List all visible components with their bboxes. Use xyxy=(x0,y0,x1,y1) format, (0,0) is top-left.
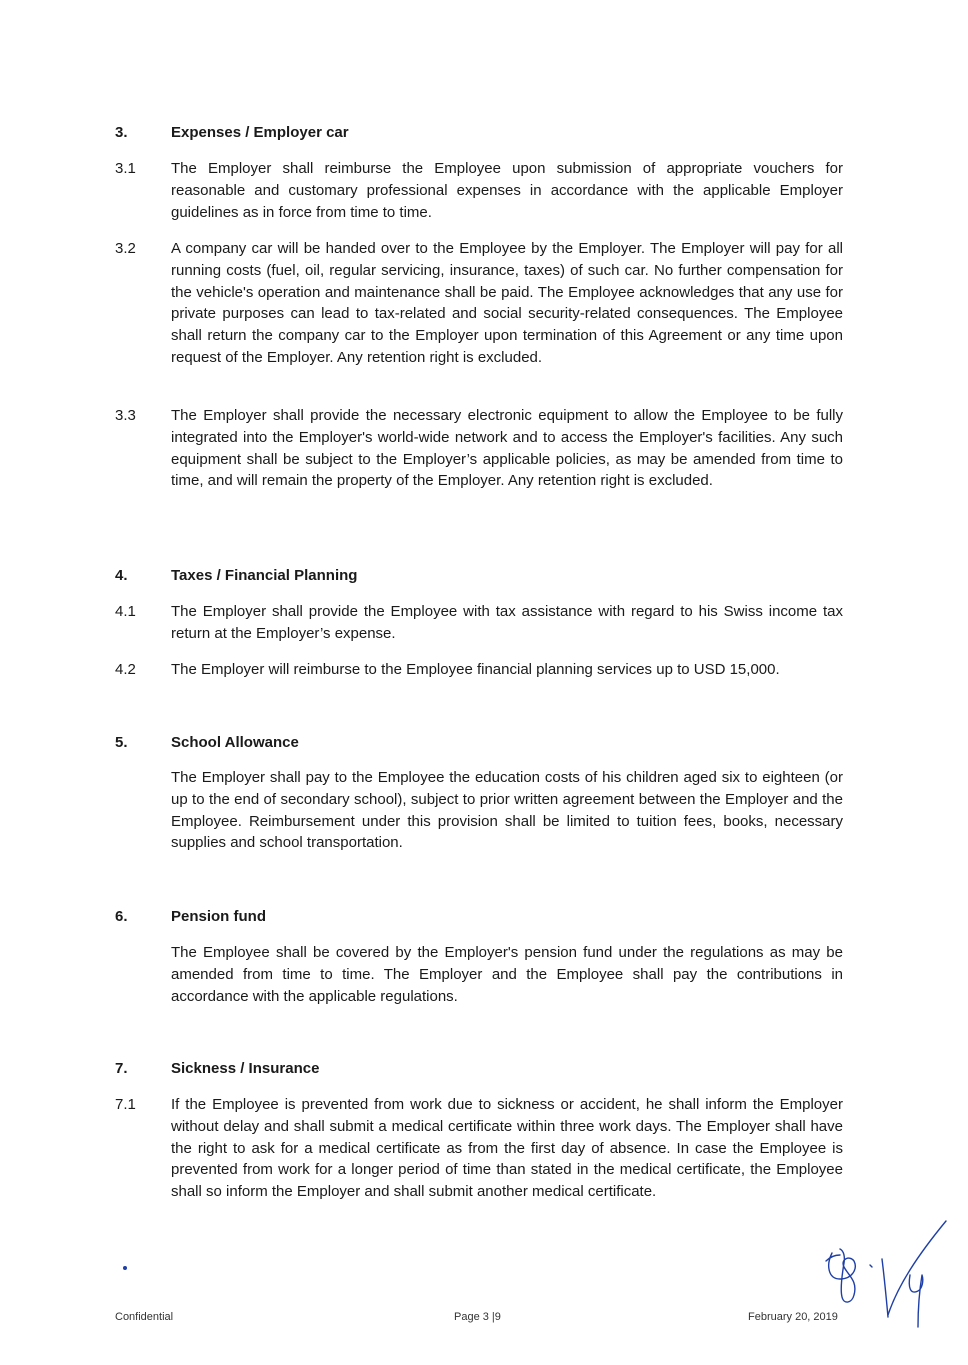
footer-date: February 20, 2019 xyxy=(748,1311,838,1323)
clause-text: The Employer shall provide the necessary electronic equipment to allow the Employee to be fully integrated into the Employer's world-wide network and to access the Employer's facilities. Any such equipment shall be subject to the Employer’s applicable policies, as may be amended from time to time, and will remain the property of the Employer. Any retention right is excluded. xyxy=(171,407,843,490)
section-6-body xyxy=(115,942,843,1007)
clause-text: A company car will be handed over to the Employee by the Employer. The Employer will pay for all running costs (fuel, oil, regular servicing, insurance, taxes) of such car. No further compensation for the vehicle's operation and maintenance shall be paid. The Employee acknowledges that any use for private purposes can lead to tax-related and social security-related consequences. The Employee shall return the company car to the Employer upon termination of this Agreement or any time upon request of the Employer. Any retention right is excluded. xyxy=(171,240,843,366)
clause-number: 3.3 xyxy=(115,407,136,424)
section-title: Expenses / Employer car xyxy=(171,124,349,141)
clause-text: If the Employee is prevented from work due to sickness or accident, he shall inform the Employer without delay and shall submit a medical certificate within three work days. The Employer shall have the right to ask for a medical certificate as from the first day of absence. In case the Employee is prevented from work for a longer period of time than stated in the medical certificate, the Employee shall so inform the Employer and shall submit another medical certificate. xyxy=(171,1096,843,1201)
clause-3-2 xyxy=(115,238,843,369)
clause-number: 7.1 xyxy=(115,1096,136,1113)
clause-text: The Employer shall reimburse the Employee upon submission of appropriate vouchers for reasonable and customary professional expenses in accordance with the applicable Employer guidelines as in force from time to time. xyxy=(171,160,843,221)
footer-page-number: Page 3 |9 xyxy=(454,1311,501,1323)
section-5-body xyxy=(115,767,843,854)
section-title: Sickness / Insurance xyxy=(171,1060,320,1077)
section-title: School Allowance xyxy=(171,734,299,751)
clause-number: 3.2 xyxy=(115,240,136,257)
clause-number: 4.2 xyxy=(115,661,136,678)
clause-4-2 xyxy=(115,659,843,681)
clause-3-3 xyxy=(115,405,843,492)
clause-number: 4.1 xyxy=(115,603,136,620)
clause-text: The Employee shall be covered by the Employer's pension fund under the regulations as may be amended from time to time. The Employer and the Employee shall pay the contributions in accordance with the applicable regulations. xyxy=(171,944,843,1005)
clause-text: The Employer shall provide the Employee with tax assistance with regard to his Swiss income tax return at the Employer’s expense. xyxy=(171,603,843,642)
section-number: 6. xyxy=(115,908,128,925)
clause-3-1 xyxy=(115,158,843,223)
section-number: 5. xyxy=(115,734,128,751)
clause-number: 3.1 xyxy=(115,160,136,177)
section-number: 4. xyxy=(115,567,128,584)
footer-left: Confidential xyxy=(115,1311,174,1323)
clause-7-1 xyxy=(115,1094,843,1203)
section-number: 3. xyxy=(115,124,128,141)
clause-text: The Employer shall pay to the Employee the education costs of his children aged six to eighteen (or up to the end of secondary school), subject to prior written agreement between the Employer and the Employee. Reimbursement under this provision shall be limited to tuition fees, books, necessary supplies and school transportation. xyxy=(171,769,843,852)
section-title: Taxes / Financial Planning xyxy=(171,567,358,584)
clause-4-1 xyxy=(115,601,843,645)
section-number: 7. xyxy=(115,1060,128,1077)
section-title: Pension fund xyxy=(171,908,266,925)
ink-dot xyxy=(123,1266,127,1270)
clause-text: The Employer will reimburse to the Employee financial planning services up to USD 15,000. xyxy=(171,661,780,678)
